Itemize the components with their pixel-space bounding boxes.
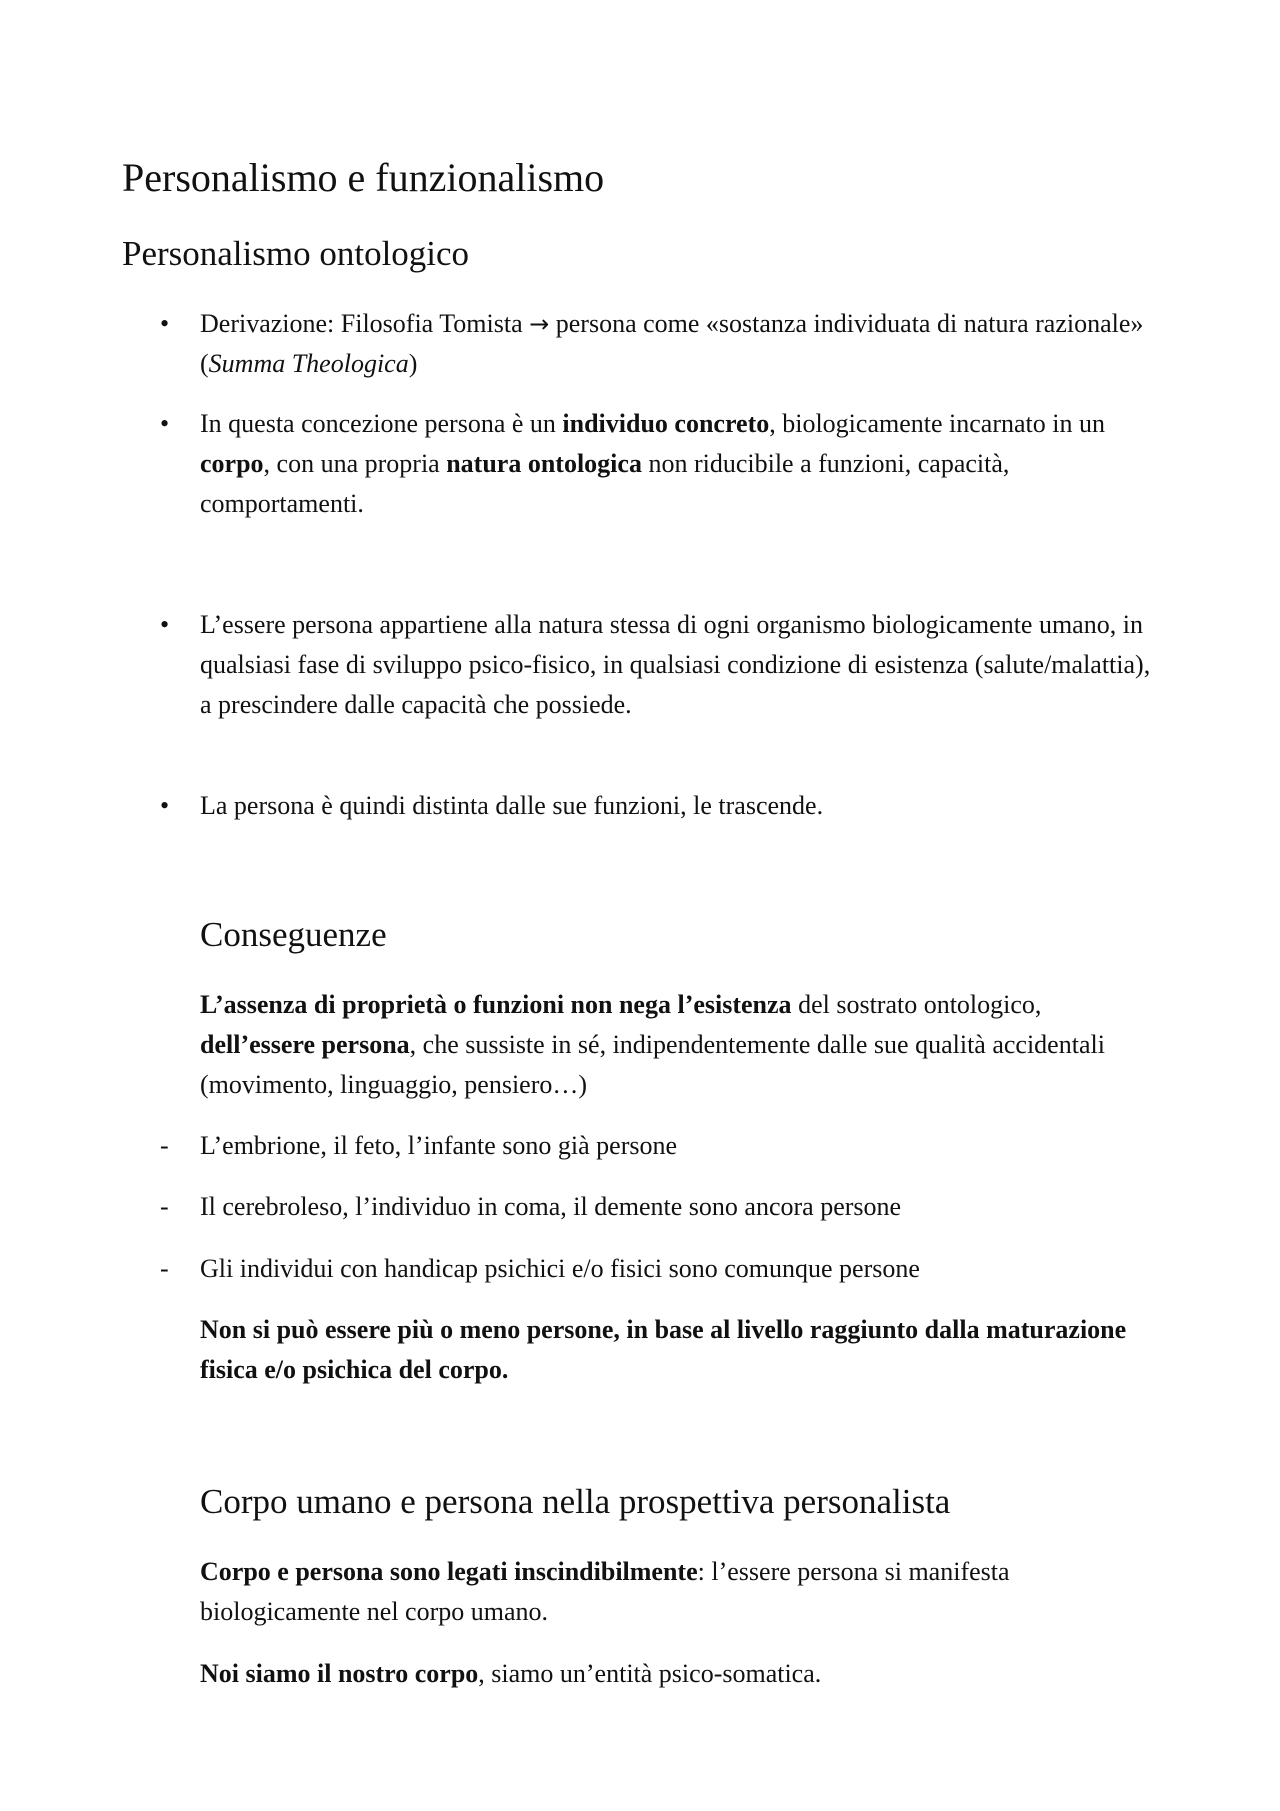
subsection-title-conseguenze: Conseguenze <box>200 915 387 954</box>
dash-item: Il cerebroleso, l’individuo in coma, il demente sono ancora persone <box>200 1192 902 1221</box>
bold-text: corpo <box>200 449 264 478</box>
bullet-marker: • <box>160 791 170 820</box>
subsection-title-corpo: Corpo umano e persona nella prospettiva personalista <box>200 1482 951 1521</box>
bold-text: individuo concreto <box>562 409 770 438</box>
dash-marker: - <box>160 1192 169 1221</box>
bullet-text: In questa concezione persona è un <box>200 409 563 438</box>
conclusion-paragraph: Non si può essere più o meno persone, in base al livello raggiunto dalla maturazione fisica e/o psichica del corpo. <box>200 1315 1127 1384</box>
italic-citation: Summa Theologica <box>208 349 409 378</box>
paragraph-text: , che sussiste in sé, indipendentemente dalle sue qualità accidentali (movimento, linguaggio, pensiero…) <box>200 1030 1105 1099</box>
bold-text: dell’essere persona <box>200 1030 410 1059</box>
paragraph-noi-siamo <box>200 1654 1160 1694</box>
bullet-text: persona come «sostanza individuata di natura razionale» ( <box>200 309 1144 378</box>
bold-text: Noi siamo il nostro corpo <box>200 1659 479 1688</box>
paragraph-text: del sostrato ontologico, <box>791 990 1042 1019</box>
paragraph-text: , siamo un’entità psico-somatica. <box>478 1659 822 1688</box>
dash-marker: - <box>160 1254 169 1283</box>
bullet-text: , con una propria <box>263 449 447 478</box>
paragraph-corpo-persona <box>200 1552 1160 1632</box>
dash-marker: - <box>160 1131 169 1160</box>
bullet-text: ) <box>408 349 418 378</box>
bold-text: L’assenza di proprietà o funzioni non nega l’esistenza <box>200 990 792 1019</box>
bullet-text: , biologicamente incarnato in un <box>769 409 1105 438</box>
paragraph-text: : l’essere persona si manifesta biologicamente nel corpo umano. <box>200 1557 1010 1626</box>
bold-text: Corpo e persona sono legati inscindibilmente <box>200 1557 698 1586</box>
bullet-marker: • <box>160 610 170 639</box>
arrow-right-icon: → <box>529 310 550 338</box>
paragraph-assenza <box>200 985 1160 1105</box>
page-title: Personalismo e funzionalismo <box>122 155 605 200</box>
section-title: Personalismo ontologico <box>122 234 470 273</box>
bullet-essere-persona: L’essere persona appartiene alla natura stessa di ogni organismo biologicamente umano, in qualsiasi fase di sviluppo psico-fisico, in qualsiasi condizione di esistenza (salute/malattia), a prescindere dalle capacità che possiede. <box>200 610 1151 719</box>
bullet-marker: • <box>160 309 170 338</box>
bullet-text: Derivazione: Filosofia Tomista <box>200 309 530 338</box>
dash-item: Gli individui con handicap psichici e/o fisici sono comunque persone <box>200 1254 920 1283</box>
bold-text: natura ontologica <box>446 449 642 478</box>
bullet-concezione <box>200 404 1160 524</box>
bullet-distinta: La persona è quindi distinta dalle sue funzioni, le trascende. <box>200 791 824 820</box>
bullet-marker: • <box>160 409 170 438</box>
bullet-text: non riducibile a funzioni, capacità, comportamenti. <box>200 449 1010 518</box>
dash-item: L’embrione, il feto, l’infante sono già persone <box>200 1131 678 1160</box>
bullet-derivazione <box>200 304 1160 384</box>
